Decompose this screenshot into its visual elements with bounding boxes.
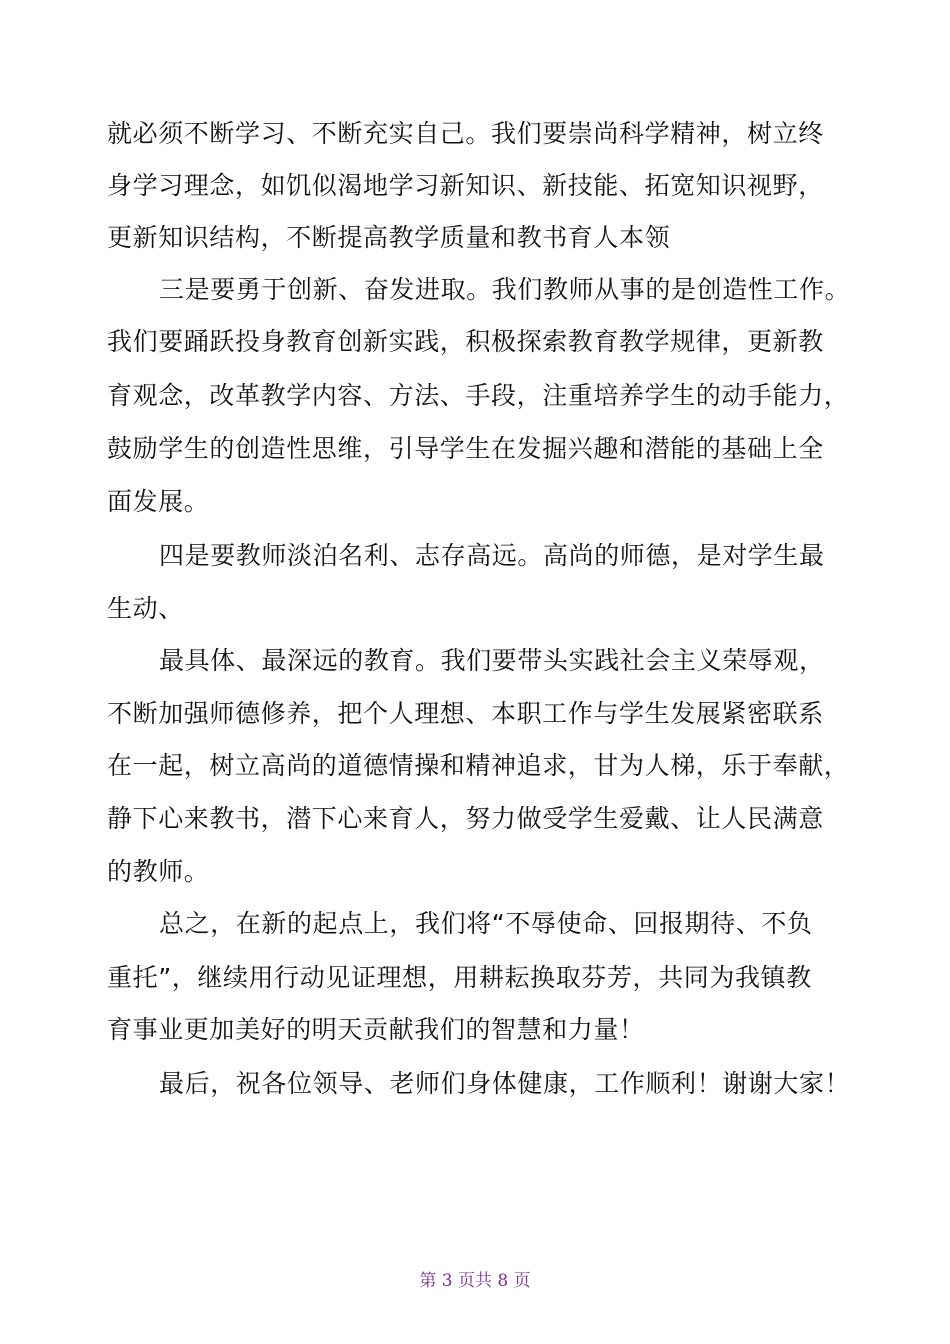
body-text-line: 面发展。: [107, 487, 210, 516]
body-text-line: 育事业更加美好的明天贡献我们的智慧和力量！: [107, 1015, 645, 1044]
paragraph-first-line: 四是要教师淡泊名利、志存高远。高尚的师德，是对学生最: [159, 541, 825, 570]
body-text-line: 在一起，树立高尚的道德情操和精神追求，甘为人梯，乐于奉献，: [107, 751, 850, 780]
page-number-footer: 第 3 页共 8 页: [419, 1271, 531, 1291]
body-text-line: 身学习理念，如饥似渴地学习新知识、新技能、拓宽知识视野，: [107, 171, 824, 200]
body-text-line: 重托”，继续用行动见证理想，用耕耘换取芬芳，共同为我镇教: [107, 963, 812, 992]
paragraph-first-line: 最具体、最深远的教育。我们要带头实践社会主义荣辱观，: [159, 646, 825, 675]
body-text-line: 就必须不断学习、不断充实自己。我们要崇尚科学精神，树立终: [107, 119, 824, 148]
paragraph-first-line: 总之，在新的起点上，我们将“不辱使命、回报期待、不负: [159, 909, 813, 938]
body-text-line: 育观念，改革教学内容、方法、手段，注重培养学生的动手能力，: [107, 381, 850, 410]
body-text-line: 生动、: [107, 594, 184, 623]
body-text-line: 的教师。: [107, 857, 210, 886]
body-text-line: 我们要踊跃投身教育创新实践，积极探索教育教学规律，更新教: [107, 327, 824, 356]
body-text-line: 鼓励学生的创造性思维，引导学生在发掘兴趣和潜能的基础上全: [107, 434, 824, 463]
body-text-line: 更新知识结构，不断提高教学质量和教书育人本领: [107, 223, 671, 252]
body-text-line: 不断加强师德修养，把个人理想、本职工作与学生发展紧密联系: [107, 699, 824, 728]
paragraph-first-line: 三是要勇于创新、奋发进取。我们教师从事的是创造性工作。: [159, 275, 851, 304]
paragraph-first-line: 最后，祝各位领导、老师们身体健康，工作顺利！谢谢大家！: [159, 1069, 851, 1098]
body-text-line: 静下心来教书，潜下心来育人，努力做受学生爱戴、让人民满意: [107, 804, 824, 833]
